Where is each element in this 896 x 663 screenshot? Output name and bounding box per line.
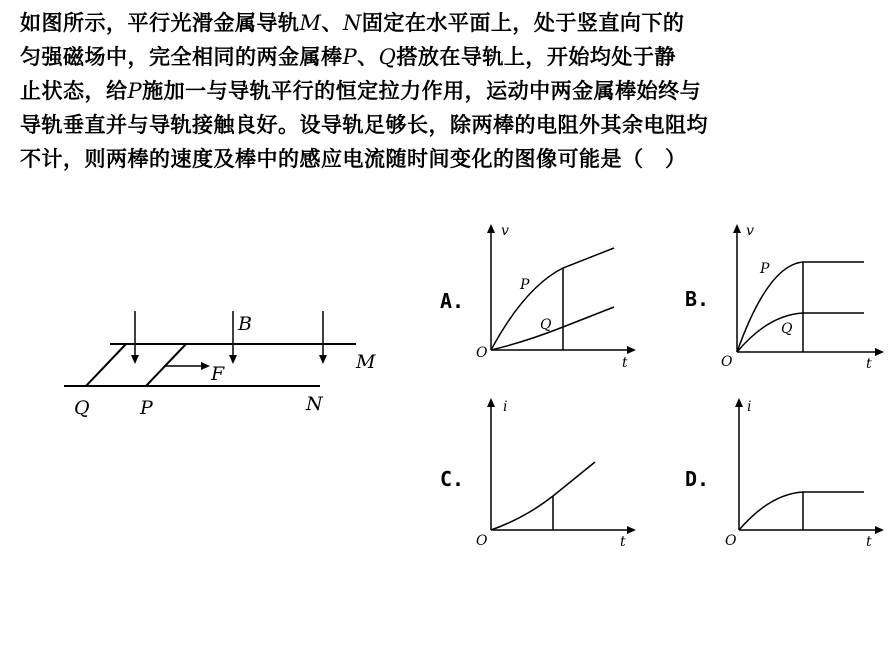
current-curve	[491, 462, 595, 530]
text-segment: 、	[321, 11, 344, 35]
y-axis-label: i	[503, 399, 508, 415]
rail-label-n: N	[343, 11, 362, 35]
origin-label: O	[476, 345, 488, 361]
rail-label-m: M	[299, 11, 322, 35]
rod-label-p: P	[342, 45, 358, 69]
field-label: B	[238, 313, 252, 335]
option-b-label: B.	[685, 287, 710, 311]
text-segment: 、	[357, 45, 379, 69]
question-line-5: 不计，则两棒的速度及棒中的感应电流随时间变化的图像可能是（ ）	[20, 147, 687, 171]
x-axis-label: t	[866, 356, 872, 372]
rod-label-q: Q	[378, 45, 397, 69]
option-a-graph	[440, 223, 632, 371]
text-segment: 如图所示，平行光滑金属导轨	[20, 11, 300, 35]
text-segment: 搭放在导轨上，开始均处于静	[396, 45, 676, 69]
option-c-label: C.	[440, 467, 465, 491]
x-axis-label: t	[622, 355, 628, 371]
question-line-4: 导轨垂直并与导轨接触良好。设导轨足够长，除两棒的电阻外其余电阻均	[20, 113, 708, 137]
option-c-graph	[440, 399, 632, 550]
curve-label-p: P	[760, 261, 770, 277]
rails-diagram	[64, 311, 356, 386]
curve-p	[491, 248, 614, 350]
y-axis-label: v	[501, 223, 509, 239]
option-a-label: A.	[440, 289, 465, 313]
y-axis-label: i	[747, 399, 752, 415]
curve-p	[737, 262, 864, 352]
rod-q	[86, 344, 126, 386]
origin-label: O	[725, 533, 737, 549]
current-curve	[739, 492, 864, 530]
rod-left-label: Q	[74, 397, 90, 419]
rod-right-label: P	[140, 397, 153, 419]
x-axis-label: t	[866, 534, 872, 550]
origin-label: O	[476, 533, 488, 549]
text-segment: 固定在水平面上，处于竖直向下的	[361, 11, 685, 35]
y-axis-label: v	[746, 223, 754, 239]
rail-bottom-label: N	[306, 393, 323, 415]
text-segment: 匀强磁场中，完全相同的两金属棒	[20, 45, 343, 69]
curve-q	[491, 307, 614, 350]
text-segment: 止状态，给	[20, 79, 128, 103]
origin-label: O	[721, 354, 733, 370]
option-d-graph	[685, 399, 880, 550]
text-segment: 施加一与导轨平行的恒定拉力作用，运动中两金属棒始终与	[142, 79, 702, 103]
option-d-label: D.	[685, 467, 710, 491]
curve-label-q: Q	[781, 321, 793, 337]
force-label: F	[211, 363, 225, 385]
curve-label-q: Q	[540, 317, 552, 333]
rod-p	[146, 344, 186, 386]
x-axis-label: t	[620, 534, 626, 550]
curve-q	[737, 313, 864, 352]
rail-top-label: M	[356, 351, 376, 373]
curve-label-p: P	[520, 277, 530, 293]
rod-label-p: P	[127, 79, 143, 103]
option-b-graph	[685, 223, 880, 372]
